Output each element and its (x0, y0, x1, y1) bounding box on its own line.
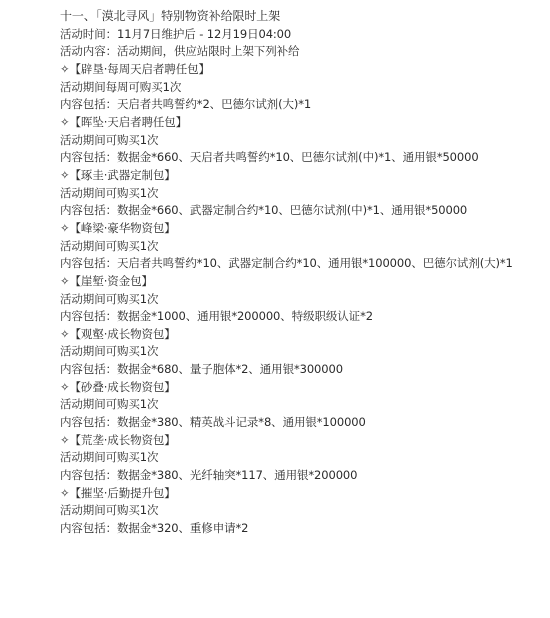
pack-limit: 活动期间可购买1次 (60, 397, 159, 412)
pack-name: ✧【砂叠·成长物资包】 (60, 379, 176, 394)
pack-name: ✧【晖坠·天启者聘任包】 (60, 114, 188, 129)
pack-item (60, 432, 545, 485)
pack-item (60, 220, 545, 273)
pack-limit: 活动期间可购买1次 (60, 291, 159, 306)
pack-limit: 活动期间可购买1次 (60, 450, 159, 465)
pack-limit: 活动期间可购买1次 (60, 503, 159, 518)
pack-contents: 内容包括：数据金*380、光纤轴突*117、通用银*200000 (60, 468, 358, 483)
pack-contents: 内容包括：数据金*680、量子胞体*2、通用银*300000 (60, 362, 343, 377)
pack-limit: 活动期间每周可购买1次 (60, 79, 182, 94)
pack-item (60, 61, 545, 114)
pack-limit: 活动期间可购买1次 (60, 132, 159, 147)
pack-contents: 内容包括：天启者共鸣誓约*2、巴德尔试剂(大)*1 (60, 97, 312, 112)
pack-item (60, 167, 545, 220)
pack-limit: 活动期间可购买1次 (60, 344, 159, 359)
pack-name: ✧【峰梁·豪华物资包】 (60, 220, 176, 235)
pack-name: ✧【崖堑·资金包】 (60, 273, 153, 288)
announcement-document (60, 8, 545, 538)
pack-name: ✧【琢圭·武器定制包】 (60, 167, 176, 182)
pack-contents: 内容包括：天启者共鸣誓约*10、武器定制合约*10、通用银*100000、巴德尔试剂(大)*1 (60, 256, 513, 271)
event-content: 活动内容：活动期间，供应站限时上架下列补给 (60, 44, 300, 59)
pack-contents: 内容包括：数据金*1000、通用银*200000、特级职级认证*2 (60, 309, 373, 324)
pack-item (60, 485, 545, 538)
pack-contents: 内容包括：数据金*660、武器定制合约*10、巴德尔试剂(中)*1、通用银*50000 (60, 203, 468, 218)
pack-list (60, 61, 545, 538)
pack-item (60, 273, 545, 326)
pack-name: ✧【辟垦·每周天启者聘任包】 (60, 61, 210, 76)
pack-item (60, 379, 545, 432)
pack-name: ✧【摧坚·后勤提升包】 (60, 485, 176, 500)
pack-limit: 活动期间可购买1次 (60, 238, 159, 253)
pack-item (60, 114, 545, 167)
section-title: 十一、「漠北寻风」特别物资补给限时上架 (60, 9, 281, 23)
pack-contents: 内容包括：数据金*320、重修申请*2 (60, 521, 249, 536)
pack-limit: 活动期间可购买1次 (60, 185, 159, 200)
pack-item (60, 326, 545, 379)
pack-name: ✧【观壑·成长物资包】 (60, 326, 176, 341)
pack-name: ✧【荒垄·成长物资包】 (60, 432, 176, 447)
pack-contents: 内容包括：数据金*660、天启者共鸣誓约*10、巴德尔试剂(中)*1、通用银*50000 (60, 150, 479, 165)
pack-contents: 内容包括：数据金*380、精英战斗记录*8、通用银*100000 (60, 415, 366, 430)
event-time: 活动时间：11月7日维护后 - 12月19日04:00 (60, 26, 292, 41)
